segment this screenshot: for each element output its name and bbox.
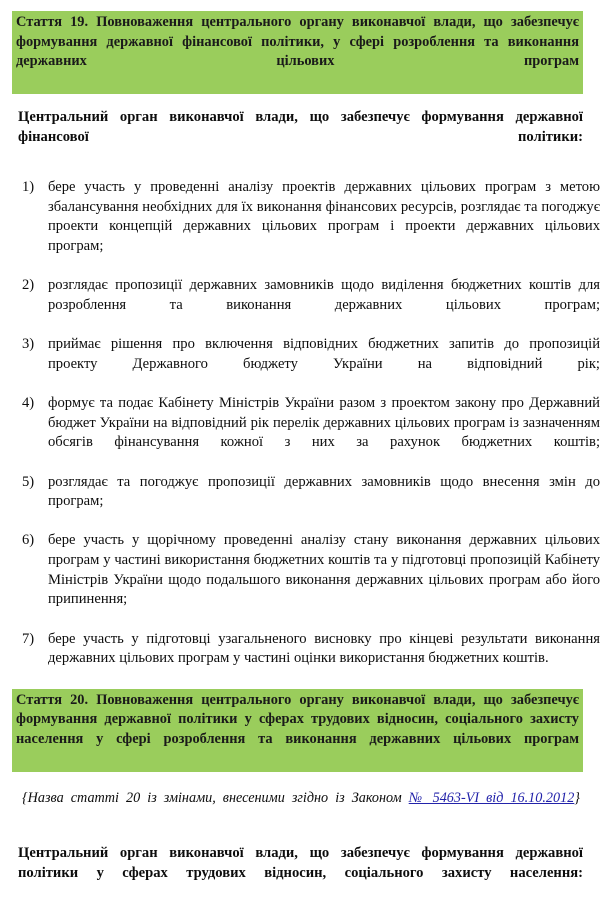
clause-marker: 4) (22, 395, 35, 411)
clause-text: розглядає та погоджує пропозиції державних замовників щодо внесення змін до програм; (48, 473, 600, 510)
clause-text: бере участь у проведенні аналізу проектів державних цільових програм з метою збалансування необхідних для їх виконання фінансових ресурсів, розглядає та погоджує проекти концепцій державних цільових програм і проекти державних цільових програм; (48, 179, 600, 254)
clause-text: бере участь у щорічному проведенні аналізу стану виконання державних цільових програм у частині використання бюджетних коштів та у підготовці пропозицій Кабінету Міністрів України щодо подальшого виконання державних цільових програм або його припинення; (48, 532, 600, 608)
spacer-before-clauses (0, 167, 600, 178)
article-19-clause-list (0, 178, 600, 669)
clause-item (0, 335, 600, 394)
article-19-heading: Стаття 19. Повноваження центрального органу виконавчої влади, що забезпечує формування державної фінансової політики, у сфері розроблення та виконання державних цільових програм (12, 11, 583, 94)
clause-marker: 5) (22, 473, 35, 490)
amendment-law-link[interactable]: № 5463-VI від 16.10.2012 (408, 789, 575, 806)
clause-marker: 2) (22, 277, 35, 294)
clause-item (0, 531, 600, 629)
article-19-lead-paragraph: Центральний орган виконавчої влади, що забезпечує формування державної фінансової політики: (18, 109, 583, 145)
amendment-note-suffix: } (574, 789, 580, 806)
clause-marker: 1) (22, 179, 35, 196)
clause-item (0, 473, 600, 532)
article-20-amendment-note (22, 789, 580, 828)
spacer-before-article-20 (0, 669, 600, 689)
clause-marker: 6) (22, 532, 35, 549)
article-20-heading: Стаття 20. Повноваження центрального органу виконавчої влади, що забезпечує формування державної політики у сферах трудових відносин, соціального захисту населення у сфері розроблення та виконання державних цільових програм (12, 689, 583, 772)
clause-text: розглядає пропозиції державних замовників щодо виділення бюджетних коштів для розроблення та виконання державних цільових програм; (48, 277, 600, 313)
spacer-after-heading-20 (0, 772, 600, 789)
article-20-lead-paragraph: Центральний орган виконавчої влади, що забезпечує формування державної політики у сферах трудових відносин, соціального захисту населення: (18, 845, 583, 881)
clause-text: приймає рішення про включення відповідних бюджетних запитів до пропозицій проекту Державного бюджету України на відповідний рік; (48, 336, 600, 372)
clause-marker: 7) (22, 630, 35, 647)
clause-item (0, 630, 600, 669)
amendment-note-prefix: {Назва статті 20 із змінами, внесеними згідно із Законом (22, 789, 409, 806)
clause-item (0, 178, 600, 276)
clause-item (0, 276, 600, 335)
clause-marker: 3) (22, 336, 35, 353)
spacer-before-lead-20 (0, 828, 600, 844)
top-spacer (0, 0, 600, 11)
clause-item (0, 394, 600, 473)
spacer-after-heading-19 (0, 94, 600, 108)
clause-text: формує та подає Кабінету Міністрів України разом з проектом закону про Державний бюджет України на відповідний рік перелік державних цільових програм із зазначенням обсягів фінансування кожної з них за рахунок бюджетних коштів; (48, 395, 600, 451)
clause-text: бере участь у підготовці узагальненого висновку про кінцеві результати виконання державних цільових програм у частині оцінки використання бюджетних коштів. (48, 630, 600, 667)
